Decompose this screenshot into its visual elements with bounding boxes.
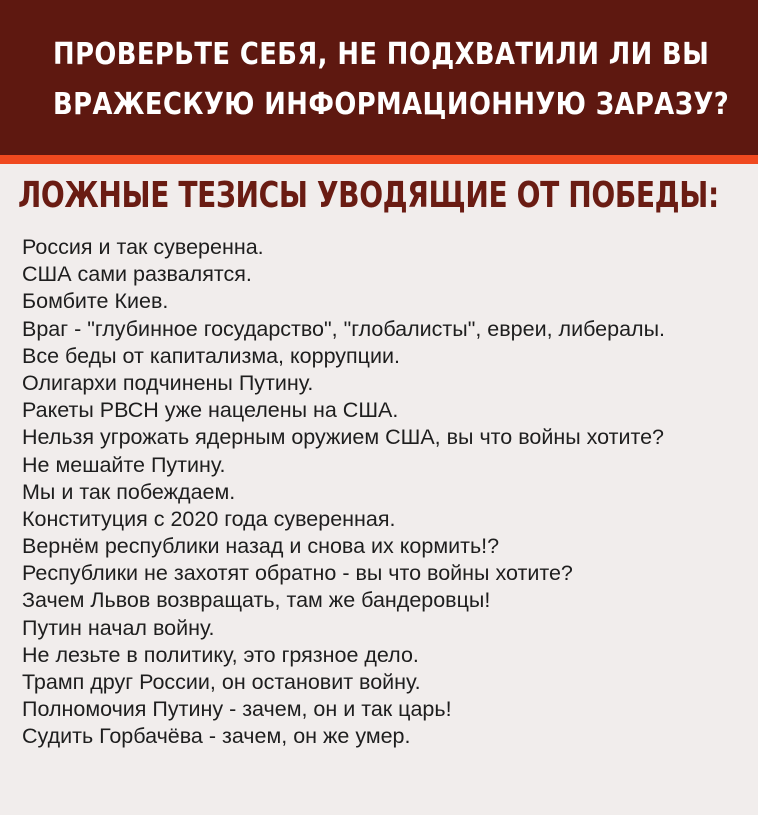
list-item: Олигархи подчинены Путину. [22, 370, 314, 395]
list-item: Зачем Львов возвращать, там же бандеровцы! [22, 588, 491, 613]
list-item: США сами развалятся. [22, 262, 252, 287]
header-banner [0, 0, 758, 155]
list-item: Республики не захотят обратно - вы что войны хотите? [22, 561, 573, 586]
header-title-line-1: ПРОВЕРЬТЕ СЕБЯ, НЕ ПОДХВАТИЛИ ЛИ ВЫ [53, 37, 710, 72]
list-item: Нельзя угрожать ядерным оружием США, вы что войны хотите? [22, 425, 665, 450]
list-item: Россия и так суверенна. [22, 235, 264, 259]
list-item: Ракеты РВСН уже нацелены на США. [22, 398, 399, 423]
list-item: Не лезьте в политику, это грязное дело. [22, 642, 419, 667]
accent-divider [0, 155, 758, 164]
list-item: Путин начал войну. [22, 615, 215, 640]
list-item: Бомбите Киев. [22, 289, 169, 314]
list-item: Судить Горбачёва - зачем, он же умер. [22, 724, 411, 749]
theses-list [22, 234, 758, 751]
list-item: Трамп друг России, он остановит войну. [22, 670, 421, 694]
list-item: Мы и так побеждаем. [22, 479, 236, 504]
list-item: Враг - "глубинное государство", "глобалисты", евреи, либералы. [22, 316, 666, 341]
header-title-line-2: ВРАЖЕСКУЮ ИНФОРМАЦИОННУЮ ЗАРАЗУ? [53, 87, 730, 122]
list-item: Вернём республики назад и снова их кормить!? [22, 534, 500, 559]
section-heading: ЛОЖНЫЕ ТЕЗИСЫ УВОДЯЩИЕ ОТ ПОБЕДЫ: [18, 175, 719, 216]
list-item: Не мешайте Путину. [22, 452, 226, 477]
list-item: Конституция с 2020 года суверенная. [22, 506, 396, 531]
list-item: Полномочия Путину - зачем, он и так царь! [22, 697, 452, 722]
list-item: Все беды от капитализма, коррупции. [22, 343, 400, 368]
